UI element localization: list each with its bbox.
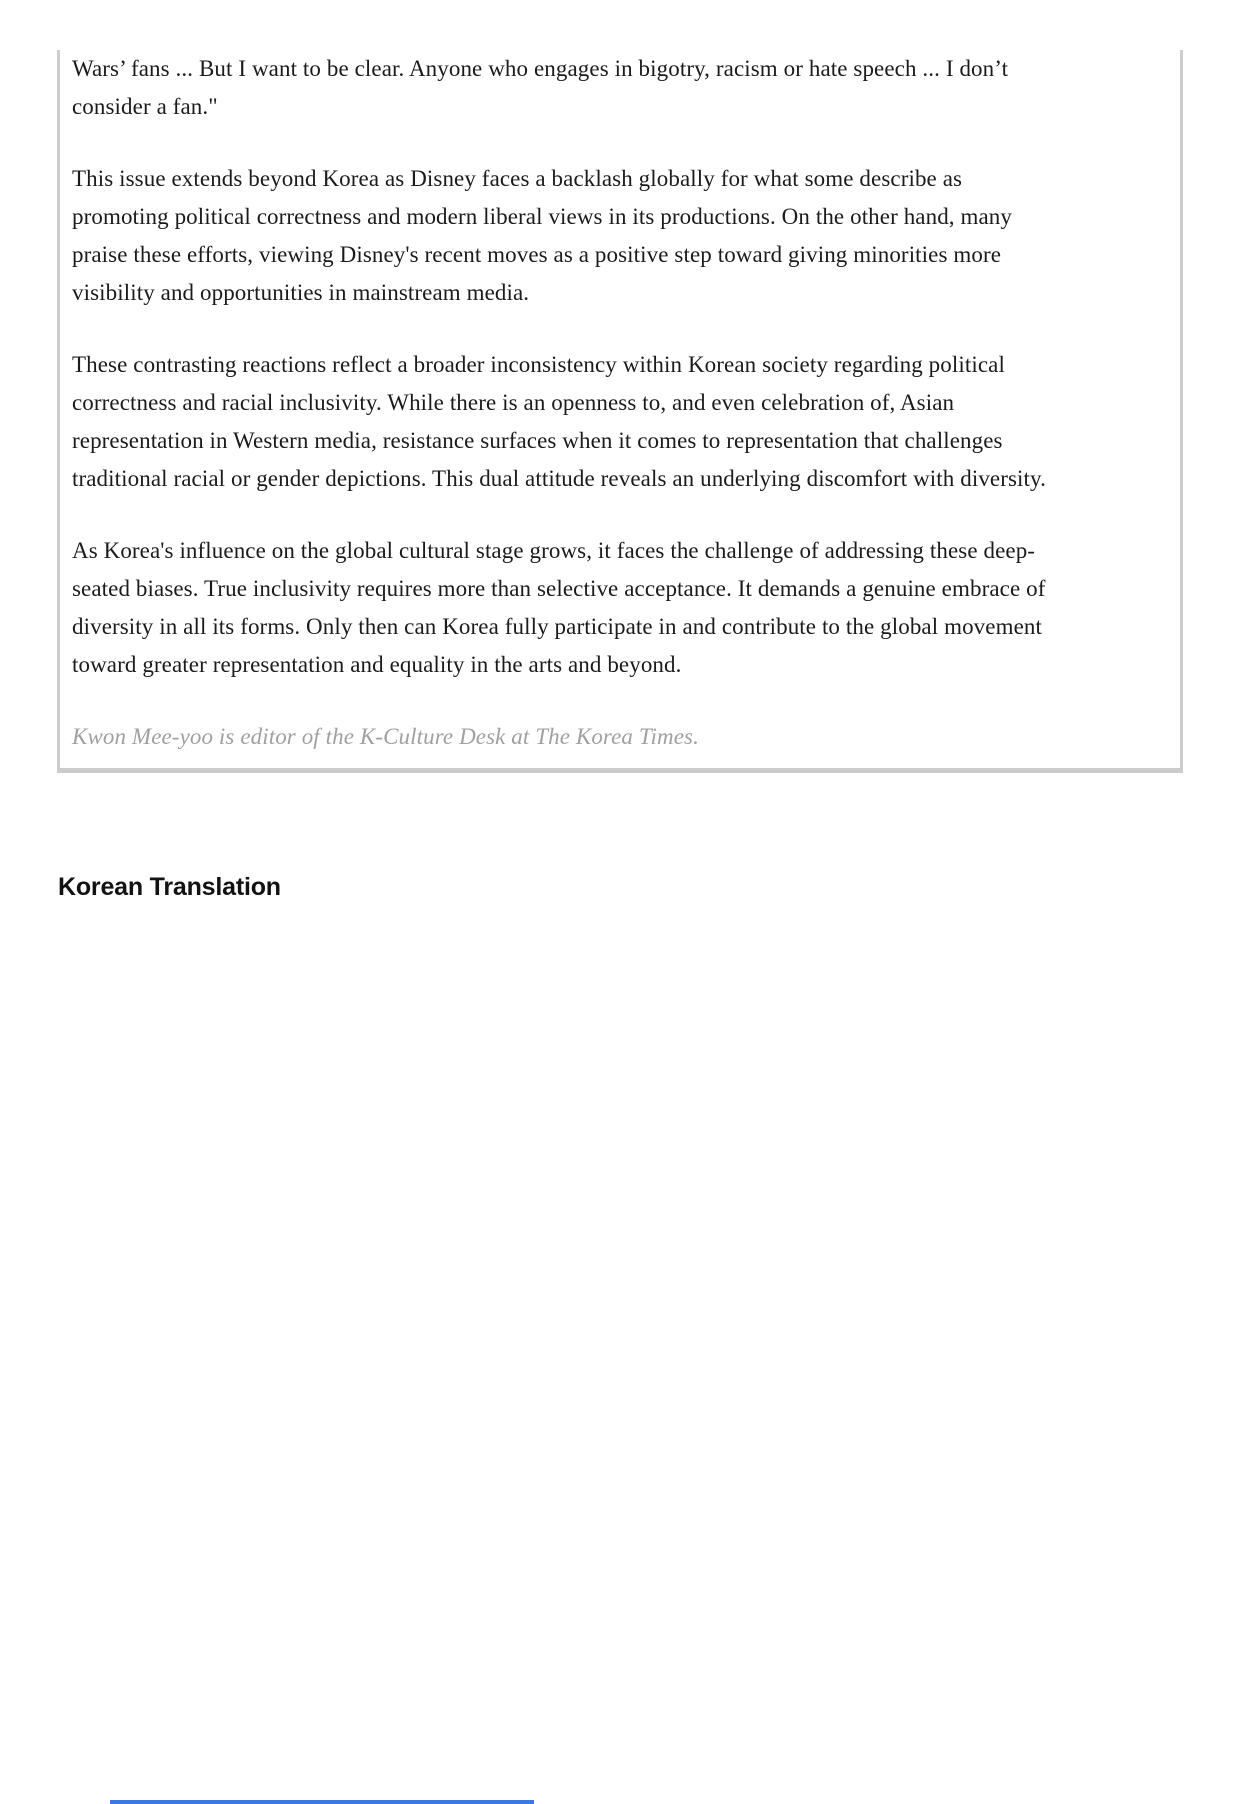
korean-translation-heading: Korean Translation	[58, 873, 281, 901]
quote-paragraph: These contrasting reactions reflect a broader inconsistency within Korean society regarding political correctness and racial inclusivity. While there is an openness to, and even celebration of, Asian representation in Western media, resistance surfaces when it comes to representation that challenges traditional racial or gender depictions. This dual attitude reveals an underlying discomfort with diversity.	[72, 352, 1046, 491]
article-byline: Kwon Mee-yoo is editor of the K-Culture Desk at The Korea Times.	[72, 724, 699, 749]
quote-paragraph: As Korea's influence on the global cultural stage grows, it faces the challenge of addressing these deep-seated biases. True inclusivity requires more than selective acceptance. It demands a genuine embrace of diversity in all its forms. Only then can Korea fully participate in and contribute to the global movement toward greater representation and equality in the arts and beyond.	[72, 538, 1046, 677]
quote-paragraph: Wars’ fans ... But I want to be clear. Anyone who engages in bigotry, racism or hate speech ... I don’t consider a fan."	[72, 56, 1009, 119]
bottom-edge-blue-bar	[110, 1800, 534, 1804]
quote-paragraph: This issue extends beyond Korea as Disney faces a backlash globally for what some describe as promoting political correctness and modern liberal views in its productions. On the other hand, many praise these efforts, viewing Disney's recent moves as a positive step toward giving minorities more visibility and opportunities in mainstream media.	[72, 166, 1013, 305]
article-quote-box	[57, 50, 1183, 773]
